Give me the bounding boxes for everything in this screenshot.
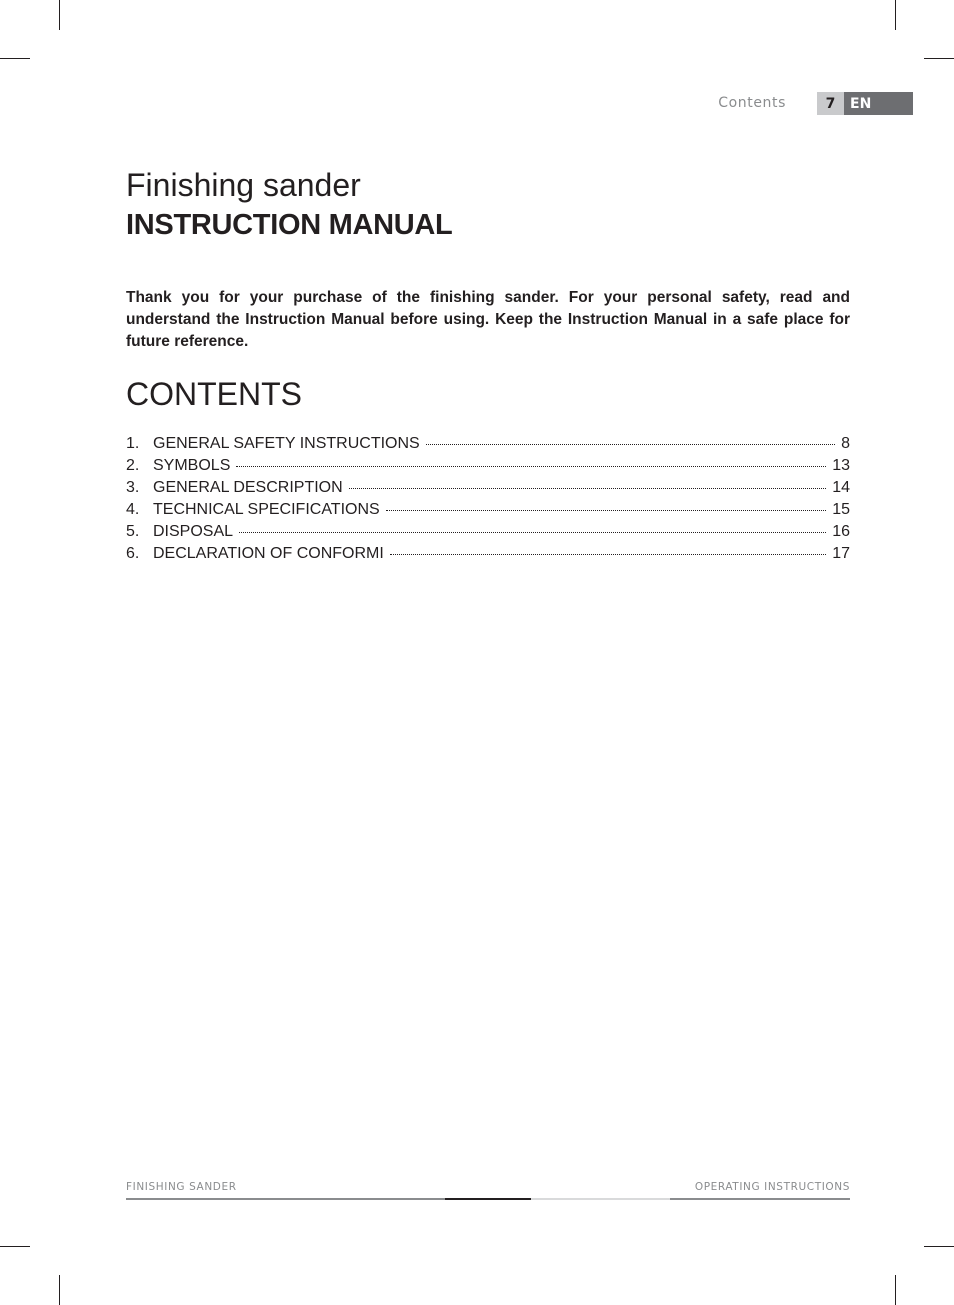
header-section-label: Contents bbox=[718, 95, 786, 111]
toc-item-title: DECLARATION OF CONFORMI bbox=[153, 545, 384, 562]
toc-item-page: 15 bbox=[832, 501, 850, 518]
crop-mark-bottom-right-horizontal bbox=[924, 1246, 954, 1247]
toc-dot-leader bbox=[239, 532, 826, 533]
toc-item-title: GENERAL DESCRIPTION bbox=[153, 479, 343, 496]
crop-mark-top-right-vertical bbox=[895, 0, 896, 30]
crop-mark-bottom-right-vertical bbox=[895, 1275, 896, 1305]
table-of-contents bbox=[126, 435, 850, 567]
toc-item-page: 14 bbox=[832, 479, 850, 496]
toc-dot-leader bbox=[390, 554, 826, 555]
toc-dot-leader bbox=[426, 444, 835, 445]
footer-rule-segment bbox=[126, 1198, 445, 1200]
toc-item-page: 8 bbox=[841, 435, 850, 452]
footer-rule-segment bbox=[670, 1198, 850, 1200]
toc-item-number: 6. bbox=[126, 545, 140, 562]
toc-item-title: GENERAL SAFETY INSTRUCTIONS bbox=[153, 435, 420, 452]
toc-item[interactable] bbox=[126, 523, 850, 545]
footer-document-type: OPERATING INSTRUCTIONS bbox=[694, 1181, 850, 1193]
toc-item-number: 3. bbox=[126, 479, 140, 496]
toc-item[interactable] bbox=[126, 545, 850, 567]
toc-item[interactable] bbox=[126, 457, 850, 479]
intro-paragraph: Thank you for your purchase of the finishing sander. For your personal safety, read and understand the Instruction Manual before using. Keep the Instruction Manual in a safe place for future reference. bbox=[126, 289, 850, 350]
header-language-tab: EN bbox=[844, 92, 913, 115]
toc-item-page: 13 bbox=[832, 457, 850, 474]
toc-item-number: 2. bbox=[126, 457, 140, 474]
toc-item-page: 16 bbox=[832, 523, 850, 540]
crop-mark-bottom-left-vertical bbox=[59, 1275, 60, 1305]
toc-item-number: 5. bbox=[126, 523, 140, 540]
toc-item[interactable] bbox=[126, 501, 850, 523]
toc-item-title: TECHNICAL SPECIFICATIONS bbox=[153, 501, 380, 518]
toc-dot-leader bbox=[349, 488, 827, 489]
product-title: Finishing sander bbox=[126, 167, 361, 203]
crop-mark-bottom-left-horizontal bbox=[0, 1246, 30, 1247]
toc-item-title: SYMBOLS bbox=[153, 457, 231, 474]
toc-item-number: 4. bbox=[126, 501, 140, 518]
toc-dot-leader bbox=[236, 466, 826, 467]
toc-item[interactable] bbox=[126, 435, 850, 457]
footer-product-name: FINISHING SANDER bbox=[126, 1181, 237, 1193]
crop-mark-top-right-horizontal bbox=[924, 58, 954, 59]
toc-dot-leader bbox=[386, 510, 827, 511]
toc-item-page: 17 bbox=[832, 545, 850, 562]
crop-mark-top-left-horizontal bbox=[0, 58, 30, 59]
crop-mark-top-left-vertical bbox=[59, 0, 60, 30]
toc-item-number: 1. bbox=[126, 435, 140, 452]
footer-rule-segment bbox=[531, 1198, 670, 1200]
manual-title: INSTRUCTION MANUAL bbox=[126, 209, 453, 241]
toc-item[interactable] bbox=[126, 479, 850, 501]
toc-item-title: DISPOSAL bbox=[153, 523, 234, 540]
header-page-number: 7 bbox=[817, 92, 844, 115]
contents-heading: CONTENTS bbox=[126, 376, 302, 412]
footer-rule-segment bbox=[445, 1198, 531, 1200]
